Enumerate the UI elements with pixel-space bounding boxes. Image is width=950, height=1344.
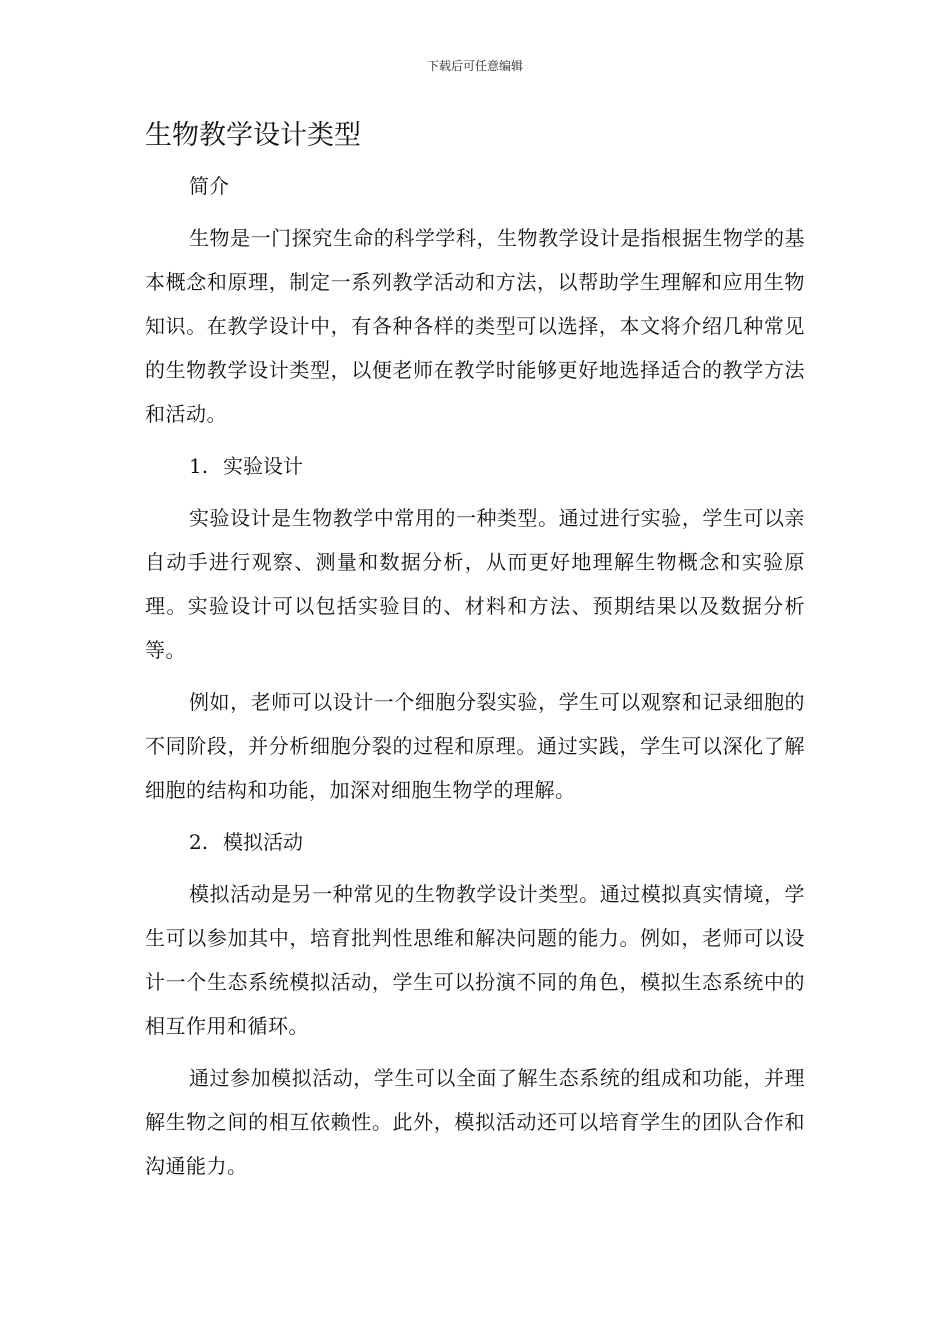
paragraph: 例如，老师可以设计一个细胞分裂实验，学生可以观察和记录细胞的不同阶段，并分析细胞分裂的过程和原理。通过实践，学生可以深化了解细胞的结构和功能，加深对细胞生物学的理解。 — [145, 690, 805, 802]
section-number: 2. — [189, 830, 209, 854]
document-body — [145, 112, 805, 1196]
paragraph: 通过参加模拟活动，学生可以全面了解生态系统的组成和功能，并理解生物之间的相互依赖性。此外，模拟活动还可以培育学生的团队合作和沟通能力。 — [145, 1066, 805, 1178]
header-note: 下载后可任意编辑 — [426, 59, 523, 73]
paragraph: 实验设计是生物教学中常用的一种类型。通过进行实验，学生可以亲自动手进行观察、测量和数据分析，从而更好地理解生物概念和实验原理。实验设计可以包括实验目的、材料和方法、预期结果以及数据分析等。 — [145, 506, 805, 662]
section-heading-experiment — [145, 444, 805, 488]
document-title: 生物教学设计类型 — [145, 120, 361, 151]
section-number: 1. — [189, 454, 209, 478]
section-heading-text: 模拟活动 — [223, 830, 303, 854]
intro-paragraph: 生物是一门探究生命的科学学科，生物教学设计是指根据生物学的基本概念和原理，制定一系列教学活动和方法，以帮助学生理解和应用生物知识。在教学设计中，有各种各样的类型可以选择，本文将介绍几种常见的生物教学设计类型，以便老师在教学时能够更好地选择适合的教学方法和活动。 — [145, 226, 805, 426]
intro-heading: 简介 — [189, 174, 229, 198]
section-heading-text: 实验设计 — [223, 454, 303, 478]
section-heading-simulation — [145, 820, 805, 864]
paragraph: 模拟活动是另一种常见的生物教学设计类型。通过模拟真实情境，学生可以参加其中，培育批判性思维和解决问题的能力。例如，老师可以设计一个生态系统模拟活动，学生可以扮演不同的角色，模拟生态系统中的相互作用和循环。 — [145, 882, 805, 1038]
